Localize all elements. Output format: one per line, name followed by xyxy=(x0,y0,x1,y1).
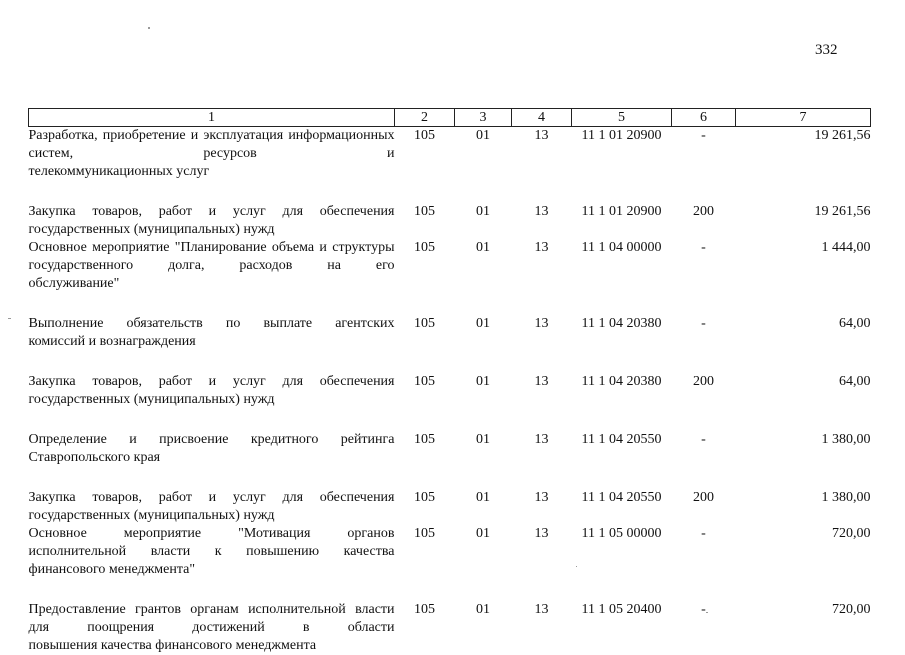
cell-expense-type: - xyxy=(701,128,706,143)
column-header: 2 xyxy=(395,109,455,127)
cell-amount: 720,00 xyxy=(832,602,871,617)
table-row xyxy=(29,373,871,409)
table-row xyxy=(29,601,871,655)
cell-glavbuh: 105 xyxy=(414,526,435,541)
row-name-line: Основное мероприятие "Планирование объема и xyxy=(28,240,327,255)
cell-amount: 1 380,00 xyxy=(821,490,871,505)
row-name xyxy=(29,525,395,579)
row-name xyxy=(29,127,395,182)
table-row xyxy=(29,525,871,579)
table-row xyxy=(29,127,871,182)
cell-expense-type: 200 xyxy=(693,204,714,219)
cell-subsection: 13 xyxy=(534,204,549,219)
column-header: 4 xyxy=(512,109,572,127)
cell-glavbuh: 105 xyxy=(414,602,435,617)
cell-target-code: 11 1 01 20900 xyxy=(581,128,662,143)
cell-section: 01 xyxy=(476,240,490,255)
cell-amount: 64,00 xyxy=(839,316,871,331)
row-name-line: государственных (муниципальных) нужд xyxy=(28,508,275,523)
cell-expense-type: - xyxy=(701,602,706,617)
cell-target-code: 11 1 05 00000 xyxy=(581,526,662,541)
row-name-line: повышения качества финансового менеджмента xyxy=(28,638,317,653)
column-header: 6 xyxy=(672,109,736,127)
cell-target-code: 11 1 05 20400 xyxy=(581,602,662,617)
scan-speck xyxy=(8,318,11,319)
cell-expense-type: - xyxy=(701,316,706,331)
row-name-line: Разработка, приобретение и эксплуатация xyxy=(28,128,284,143)
cell-expense-type: 200 xyxy=(693,374,714,389)
cell-glavbuh: 105 xyxy=(414,128,435,143)
row-name-line: Ставропольского края xyxy=(28,450,161,465)
row-name xyxy=(29,431,395,467)
row-name-line: Определение и присвоение кредитного рейтинга xyxy=(28,432,395,447)
cell-section: 01 xyxy=(476,316,490,331)
cell-target-code: 11 1 04 20550 xyxy=(581,432,662,447)
cell-glavbuh: 105 xyxy=(414,432,435,447)
cell-amount: 720,00 xyxy=(832,526,871,541)
scan-speck xyxy=(148,27,150,29)
cell-section: 01 xyxy=(476,526,490,541)
cell-subsection: 13 xyxy=(534,490,549,505)
cell-subsection: 13 xyxy=(534,316,549,331)
budget-table xyxy=(28,108,871,655)
cell-amount: 19 261,56 xyxy=(814,204,871,219)
column-header: 7 xyxy=(736,109,871,127)
cell-target-code: 11 1 04 20380 xyxy=(581,316,662,331)
row-name-line: Закупка товаров, работ и услуг для обеспечения xyxy=(28,204,395,219)
cell-expense-type: - xyxy=(701,526,706,541)
cell-amount: 19 261,56 xyxy=(814,128,871,143)
cell-section: 01 xyxy=(476,374,490,389)
row-name-line: комиссий и вознаграждения xyxy=(28,334,196,349)
cell-target-code: 11 1 04 20550 xyxy=(581,490,662,505)
cell-amount: 64,00 xyxy=(839,374,871,389)
table-row xyxy=(29,203,871,239)
row-name-line: структуры государственного долга, расходов на его xyxy=(28,240,395,273)
cell-section: 01 xyxy=(476,128,490,143)
table-row xyxy=(29,431,871,467)
cell-target-code: 11 1 04 20380 xyxy=(581,374,662,389)
page-number: 332 xyxy=(815,42,838,58)
table-row xyxy=(29,489,871,525)
row-name-line: Предоставление грантов органам исполнительной xyxy=(28,602,346,617)
cell-section: 01 xyxy=(476,490,490,505)
cell-glavbuh: 105 xyxy=(414,374,435,389)
cell-glavbuh: 105 xyxy=(414,240,435,255)
cell-amount: 1 444,00 xyxy=(821,240,871,255)
cell-target-code: 11 1 04 00000 xyxy=(581,240,662,255)
cell-subsection: 13 xyxy=(534,128,549,143)
row-name-line: телекоммуникационных услуг xyxy=(28,164,210,179)
row-name-line: государственных (муниципальных) нужд xyxy=(28,222,275,237)
table-row xyxy=(29,239,871,293)
cell-expense-type: - xyxy=(701,432,706,447)
row-name-line: Основное мероприятие "Мотивация органов xyxy=(28,526,395,541)
column-header: 3 xyxy=(455,109,512,127)
cell-target-code: 11 1 01 20900 xyxy=(581,204,662,219)
row-name xyxy=(29,489,395,525)
row-name xyxy=(29,239,395,293)
cell-expense-type: - xyxy=(701,240,706,255)
cell-section: 01 xyxy=(476,602,490,617)
cell-subsection: 13 xyxy=(534,432,549,447)
header-row xyxy=(29,109,871,127)
row-name-line: Выполнение обязательств по выплате агентских xyxy=(28,316,395,331)
row-name xyxy=(29,203,395,239)
column-header: 5 xyxy=(572,109,672,127)
row-name-line: информационных систем, ресурсов и xyxy=(28,128,395,161)
row-name xyxy=(29,373,395,409)
cell-subsection: 13 xyxy=(534,240,549,255)
cell-glavbuh: 105 xyxy=(414,204,435,219)
row-name-line: Закупка товаров, работ и услуг для обеспечения xyxy=(28,374,395,389)
row-name-line: исполнительной власти к повышению качества xyxy=(28,544,395,559)
row-name-line: финансового менеджмента" xyxy=(28,562,196,577)
row-name-line: власти для поощрения достижений в области xyxy=(28,602,395,635)
row-name-line: Закупка товаров, работ и услуг для обеспечения xyxy=(28,490,395,505)
cell-expense-type: 200 xyxy=(693,490,714,505)
row-name xyxy=(29,315,395,351)
cell-subsection: 13 xyxy=(534,374,549,389)
row-name xyxy=(29,601,395,655)
row-name-line: государственных (муниципальных) нужд xyxy=(28,392,275,407)
cell-amount: 1 380,00 xyxy=(821,432,871,447)
cell-section: 01 xyxy=(476,204,490,219)
cell-glavbuh: 105 xyxy=(414,490,435,505)
row-name-line: обслуживание" xyxy=(28,276,120,291)
cell-subsection: 13 xyxy=(534,526,549,541)
column-header: 1 xyxy=(29,109,395,127)
cell-glavbuh: 105 xyxy=(414,316,435,331)
table-row xyxy=(29,315,871,351)
cell-section: 01 xyxy=(476,432,490,447)
cell-subsection: 13 xyxy=(534,602,549,617)
